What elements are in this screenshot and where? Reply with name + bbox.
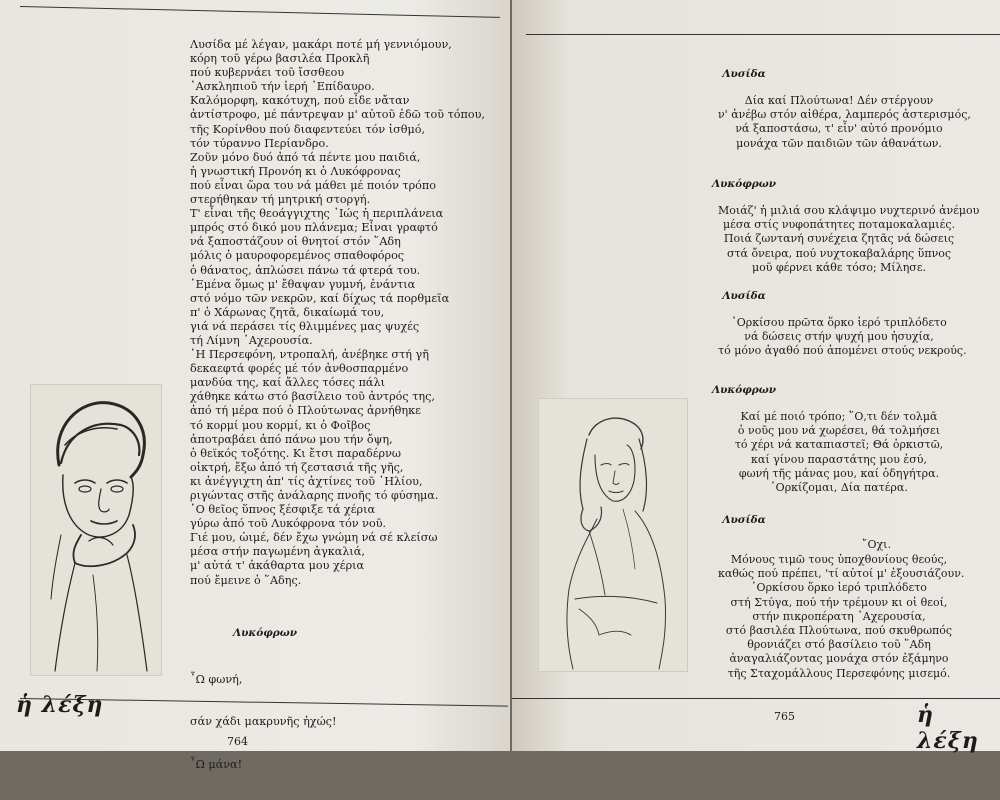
dialogue-block [718,316,967,359]
poem-line: Γιέ μου, ὠιμέ, δέν ἔχω γνώμη νά σέ κλείσω [190,531,438,545]
journal-title: ἡ λέξη [917,702,979,754]
dialogue-line: φωνή τῆς μάνας μου, καί ὁδηγήτρα. [738,466,940,480]
portrait-drawing [31,385,161,675]
dialogue-line: ᾿Ορκίσου ὅρκο ἱερό τριπλόδετο [751,581,927,595]
poem-line: Καλόμορφη, κακότυχη, πού εἶδε νἄταν [190,94,410,108]
closing-lines [190,645,336,800]
poem-line: ᾿Εμένα ὅμως μ' ἔθαψαν γυμνή, ἐνάντια [190,277,416,291]
dialogue-line: ν' ἀνέβω στόν αἰθέρα, λαμπερός ἀστερισμός, [718,108,971,122]
speaker-label: Λυσίδα [722,290,766,302]
dialogue-line: Ποιά ζωντανή συνέχεια ζητᾶς νά δώσεις [723,232,955,246]
dialogue-line: θρονιάζει στό βασίλειο τοῦ ῞Αδη [747,638,931,652]
poem-line: οἰκτρή, ἔξω ἀπό τή ζεστασιά τῆς γῆς, [190,460,404,474]
poem-line: ῾Ο θεῖος ὕπνος ξέσφιξε τά χέρια [190,503,376,517]
dialogue-line: Μόνους τιμῶ τους ὑποχθονίους θεούς, [730,553,948,566]
poem-line: τῆς Κορίνθου πού διαφεντεύει τόν ἰσθμό, [190,122,426,136]
dialogue-block [718,410,960,495]
poem-line: μ' αὐτά τ' ἀκάθαρτα μου χέρια [190,559,365,573]
dialogue-line: μέσα στίς νυφοπάτητες ποταμοκαλαμιές. [723,218,955,232]
poem-line: πού ἔμεινε ὁ ῞Αδης. [190,573,302,587]
poem-line: ὁ θάνατος, ἁπλώσει πάνω τά φτερά του. [190,263,421,277]
poem-line: τό κορμί μου κορμί, κι ὁ Φοῖβος [190,418,371,432]
closing-line: σάν χάδι μακρυνῆς ἠχώς! [190,715,337,729]
poem-line: πού κυβερνάει τοῦ ἴσσθεου [190,66,345,80]
poem-line: ᾿Ασκληπιοῦ τήν ἱερή ᾿Επίδαυρο. [190,80,375,94]
dialogue-line: καθώς πού πρέπει, 'τί αὐτοί μ' ἐξουσιάζουν. [718,567,965,581]
poem-line: ῾Η Περσεφόνη, ντροπαλή, ἀνέβηκε στή γῆ [190,348,429,362]
page-number: 764 [227,735,248,748]
closing-line: ῏Ω φωνή, [190,673,243,687]
top-rule [526,34,1000,35]
poem-line: δεκαεφτά φορές μέ τόν ἀνθοσπαρμένο [190,362,409,376]
poem-line: γιά νά περάσει τίς θλιμμένες μας ψυχές [190,319,420,333]
dialogue-block [718,553,965,681]
dialogue-line: νά δώσεις στήν ψυχή μου ἡσυχία, [744,330,934,344]
poem-line: ὁ θεϊκός τοξότης. Κι ἔτσι παραδέρνω [190,446,401,460]
dialogue-line: νά ξαποστάσω, τ' εἶν' αὐτό προνόμιο [735,122,943,136]
dialogue-line: μοῦ φέρνει κάθε τόσο; Μίλησε. [751,260,927,274]
poem-line: μανδύα της, καί ἄλλες τόσες πάλι [190,376,385,390]
dialogue-line: ᾿Ορκίσου πρῶτα ὅρκο ἱερό τριπλόδετο [731,316,947,329]
dialogue-line: τό μόνο ἀγαθό πού ἀπομένει στούς νεκρούς. [718,344,967,358]
poem-line: μέσα στήν παγωμένη ἀγκαλιά, [190,545,365,559]
poem-line: ἀντίστροφο, μέ πάντρεψαν μ' αὐτοῦ ἐδῶ τοῦ τόπου, [190,108,485,122]
poem-line: ριγώντας στῆς ἀνάλαρης πνοῆς τό φύσημα. [190,489,439,502]
poem-line: μόλις ὁ μαυροφορεμένος σπαθοφόρος [190,249,405,263]
bottom-rule [512,698,1000,699]
journal-title: ἡ λέξη [16,692,104,718]
dialogue-line: ᾿Ορκίζομαι, Δία πατέρα. [770,480,908,494]
dialogue-line: ῎Οχι. [862,538,891,551]
poem-line: μπρός στό δικό μου πλάνεμα; Εἶναι γραφτό [190,221,438,235]
portrait-sketch-young-woman-seated [538,398,688,672]
speaker-label: Λυκόφρων [711,178,777,190]
dialogue-line: Καί μέ ποιό τρόπο; ῞Ο,τι δέν τολμᾶ [740,410,938,423]
portrait-sketch-woman-hand-on-chin [30,384,162,676]
dialogue-block [718,204,980,275]
dialogue-line: τῆς Σταχομάλλους Περσεφόνης μισεμό. [727,666,951,680]
portrait-drawing [539,399,687,671]
page-number: 765 [774,710,795,723]
poem-line: Λυσίδα μέ λέγαν, μακάρι ποτέ μή γεννιόμουν, [190,38,452,51]
dialogue-line: στά ὄνειρα, πού νυχτοκαβαλάρης ὕπνος [726,246,952,260]
dialogue-line: μονάχα τῶν παιδιῶν τῶν ἀθανάτων. [736,136,942,150]
poem-line: Ζοῦν μόνο δυό ἀπό τά πέντε μου παιδιά, [190,150,421,164]
poem-line: κόρη τοῦ γέρω βασιλέα Προκλῆ [190,52,370,66]
poem-line: πού εἶναι ὥρα του νά μάθει μέ ποιόν τρόπο [190,178,437,192]
poem-line: γύρω ἀπό τοῦ Λυκόφρονα τόν νοῦ. [190,517,387,531]
speaker-label: Λυσίδα [722,514,766,526]
dialogue-line: ὁ νοῦς μου νά χωρέσει, θά τολμήσει [737,424,941,438]
poem-line: κι ἀνέγγιχτη ἀπ' τίς ἀχτίνες τοῦ ῾Ηλίου, [190,474,423,488]
poem-line: ἀπό τή μέρα πού ὁ Πλούτωνας ἀρνήθηκε [190,404,421,418]
poem-line: χάθηκε κάτω στό βασίλειο τοῦ ἀντρός της, [190,390,435,404]
poem-line: στερήθηκαν τή μητρική στοργή. [190,193,371,207]
dialogue-line: τό χέρι νά καταπιαστεῖ; Θά ὁρκιστῶ, [734,438,944,452]
poem-line: τόν τύραννο Περίανδρο. [190,136,329,150]
dialogue-line: καί γίνου παραστάτης μου ἐσύ, [751,452,927,466]
dialogue-line: Δία καί Πλούτωνα! Δέν στέργουν [744,94,934,107]
dialogue-line: στή Στύγα, πού τήν τρέμουν κι οἱ θεοί, [730,595,948,609]
poem-line: Τ' εἶναι τῆς θεοάγγιχτης ᾿Ιώς ἡ περιπλάνεια [190,207,444,221]
dialogue-line: στήν πικροπέρατη ᾿Αχερουσία, [752,609,926,623]
poem-line: ἀποτραβάει ἀπό πάνω μου τήν ὄψη, [190,432,393,446]
right-page [512,0,1000,754]
speaker-label: Λυσίδα [722,68,766,80]
dialogue-line: ἀναγαλιάζοντας μονάχα στόν ἐξάμηνο [729,652,949,666]
speaker-label: Λυκόφρων [711,384,777,396]
poem-line: π' ὁ Χάρωνας ζητᾶ, δικαίωμά του, [190,305,385,319]
poem-line: στό νόμο τῶν νεκρῶν, καί δίχως τά πορθμεῖα [190,291,450,305]
poem-line: τή Λίμνη ᾿Αχερουσία. [190,333,313,347]
left-page [0,0,510,771]
top-rule [20,6,500,18]
dialogue-line: στό βασιλέα Πλούτωνα, πού σκυθρωπός [725,623,953,637]
poem-line: ἡ γνωστική Προνόη κι ὁ Λυκόφρονας [190,164,401,178]
dialogue-block [718,94,971,151]
speaker-label: Λυκόφρων [232,627,298,639]
dialogue-line: Μοιάζ' ἡ μιλιά σου κλάψιμο νυχτερινό ἀνέμου [718,204,980,217]
poem-text [190,38,485,588]
poem-line: νά ξαποστάζουν οἱ θνητοί στόν ῞Αδη [190,235,401,249]
closing-line: ῏Ω μάνα! [190,757,243,771]
